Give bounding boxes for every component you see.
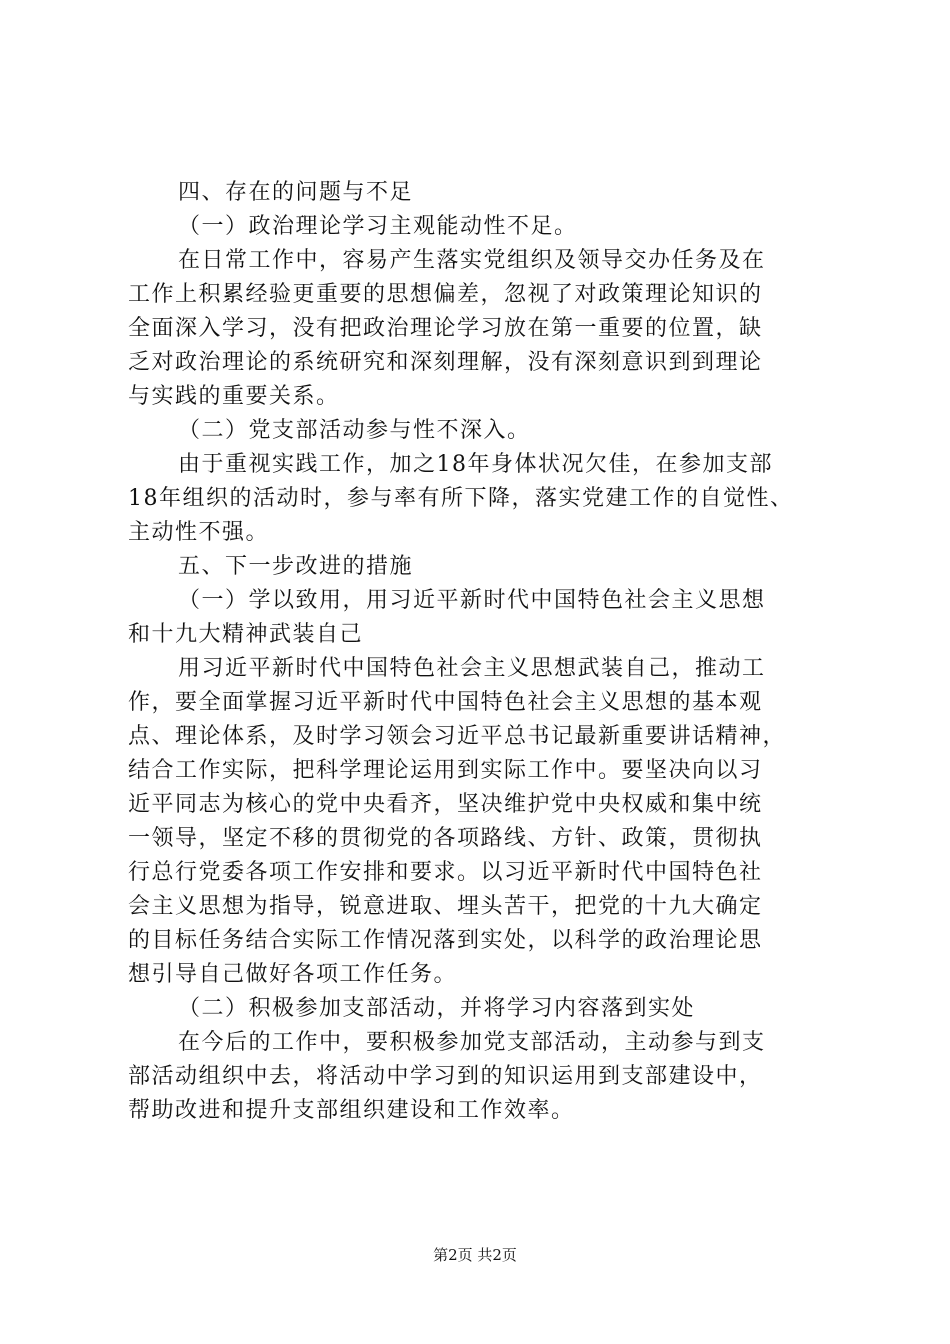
text-line: （一）学以致用，用习近平新时代中国特色社会主义思想 — [178, 588, 766, 613]
text-line: 想引导自己做好各项工作任务。 — [128, 962, 458, 987]
text-line: 由于重视实践工作，加之18年身体状况欠佳，在参加支部 — [178, 452, 773, 477]
text-line: 部活动组织中去，将活动中学习到的知识运用到支部建设中， — [128, 1064, 763, 1089]
text-line: 主动性不强。 — [128, 520, 270, 545]
text-line: 全面深入学习，没有把政治理论学习放在第一重要的位置，缺 — [128, 316, 763, 341]
subsection-heading — [128, 584, 834, 652]
section-heading — [128, 176, 834, 210]
text-line: 帮助改进和提升支部组织建设和工作效率。 — [128, 1098, 575, 1123]
body-paragraph — [128, 448, 834, 550]
section-heading — [128, 550, 834, 584]
text-line: 会主义思想为指导，锐意进取、埋头苦干，把党的十九大确定 — [128, 894, 763, 919]
text-line: 与实践的重要关系。 — [128, 384, 340, 409]
text-line: 工作上积累经验更重要的思想偏差，忽视了对政策理论知识的 — [128, 282, 763, 307]
body-paragraph — [128, 1026, 834, 1128]
text-line: 在今后的工作中，要积极参加党支部活动，主动参与到支 — [178, 1030, 766, 1055]
text-line: 五、下一步改进的措施 — [178, 554, 414, 579]
text-line: 行总行党委各项工作安排和要求。以习近平新时代中国特色社 — [128, 860, 763, 885]
body-paragraph — [128, 652, 834, 992]
text-line: 作，要全面掌握习近平新时代中国特色社会主义思想的基本观 — [128, 690, 763, 715]
text-line: 18年组织的活动时，参与率有所下降，落实党建工作的自觉性、 — [128, 486, 794, 511]
body-paragraph — [128, 244, 834, 414]
text-line: （二）党支部活动参与性不深入。 — [178, 418, 531, 443]
text-line: 四、存在的问题与不足 — [178, 180, 414, 205]
text-line: 的目标任务结合实际工作情况落到实处，以科学的政治理论思 — [128, 928, 763, 953]
subsection-heading — [128, 992, 834, 1026]
subsection-heading — [128, 414, 834, 448]
text-line: 点、理论体系，及时学习领会习近平总书记最新重要讲话精神， — [128, 724, 787, 749]
text-line: 近平同志为核心的党中央看齐，坚决维护党中央权威和集中统 — [128, 792, 763, 817]
text-line: 在日常工作中，容易产生落实党组织及领导交办任务及在 — [178, 248, 766, 273]
text-line: 和十九大精神武装自己 — [128, 622, 364, 647]
text-line: 用习近平新时代中国特色社会主义思想武装自己，推动工 — [178, 656, 766, 681]
document-body — [128, 176, 834, 1128]
text-line: 乏对政治理论的系统研究和深刻理解，没有深刻意识到到理论 — [128, 350, 763, 375]
text-line: （二）积极参加支部活动，并将学习内容落到实处 — [178, 996, 696, 1021]
text-line: 结合工作实际，把科学理论运用到实际工作中。要坚决向以习 — [128, 758, 763, 783]
text-line: （一）政治理论学习主观能动性不足。 — [178, 214, 578, 239]
text-line: 一领导，坚定不移的贯彻党的各项路线、方针、政策，贯彻执 — [128, 826, 763, 851]
page-footer: 第2页 共2页 — [433, 1246, 517, 1264]
subsection-heading — [128, 210, 834, 244]
